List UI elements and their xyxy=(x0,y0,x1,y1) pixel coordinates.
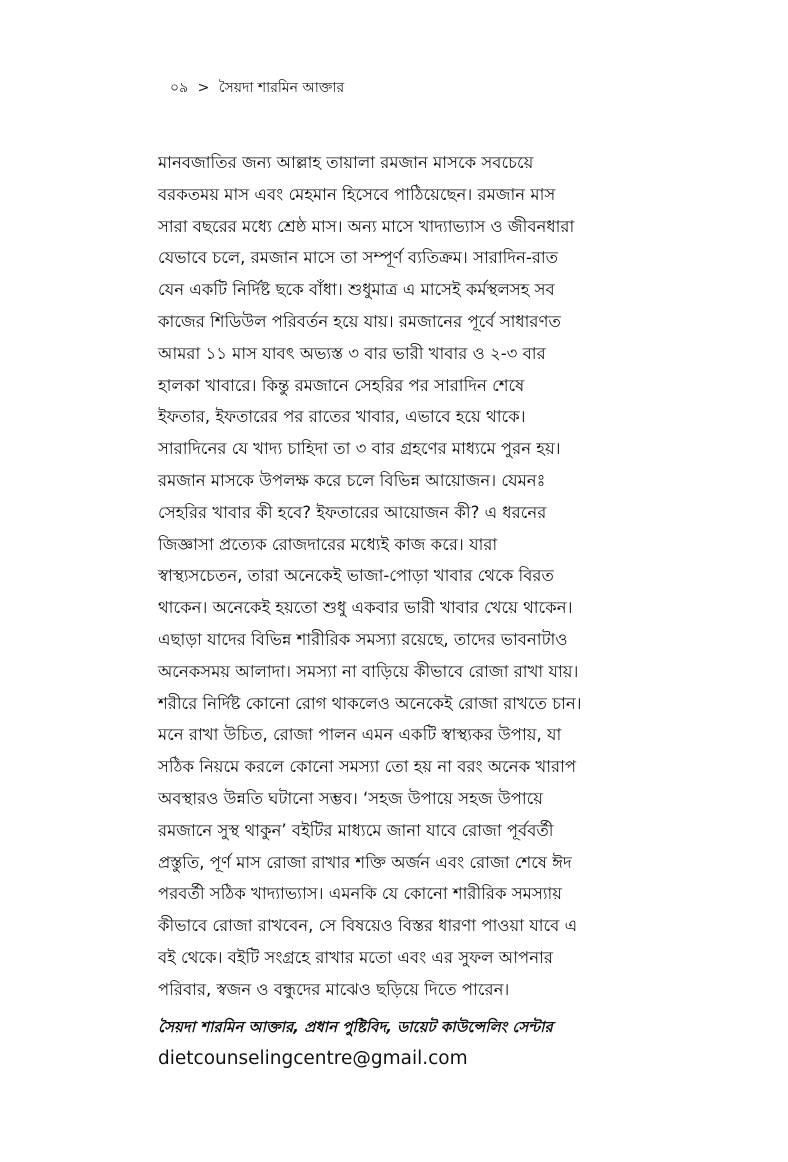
author-signature: সৈয়দা শারমিন আক্তার, প্রধান পুষ্টিবিদ, ডায়েট কাউন্সেলিং সেন্টার xyxy=(158,1018,553,1036)
text-line: এছাড়া যাদের বিভিন্ন শারীরিক সমস্যা রয়েছে, তাদের ভাবনাটাও xyxy=(158,629,568,649)
text-line: বই থেকে। বইটি সংগ্রহে রাখার মতো এবং এর সুফল আপনার xyxy=(158,947,553,967)
text-line: প্রস্তুতি, পূর্ণ মাস রোজা রাখার শক্তি অর্জন এবং রোজা শেষে ঈদ xyxy=(158,852,572,872)
text-line: অবস্থারও উন্নতি ঘটানো সম্ভব। ‘সহজ উপায়ে সহজ উপায়ে xyxy=(158,788,544,808)
text-line: কীভাবে রোজা রাখবেন, সে বিষয়েও বিস্তর ধারণা পাওয়া যাবে এ xyxy=(158,916,578,936)
text-line: পরবর্তী সঠিক খাদ্যাভ্যাস। এমনকি যে কোনো শারীরিক সমস্যায় xyxy=(158,884,563,904)
text-line: রমজানে সুস্থ থাকুন’ বইটির মাধ্যমে জানা যাবে রোজা পূর্ববর্তী xyxy=(158,820,554,840)
running-header xyxy=(170,78,349,98)
text-line: শরীরে নির্দিষ্ট কোনো রোগ থাকলেও অনেকেই রোজা রাখতে চান। xyxy=(158,693,582,713)
text-line: অনেকসময় আলাদা। সমস্যা না বাড়িয়ে কীভাবে রোজা রাখা যায়। xyxy=(158,661,579,681)
text-line: সঠিক নিয়মে করলে কোনো সমস্যা তো হয় না বরং অনেক খারাপ xyxy=(158,757,577,777)
text-line: মানবজাতির জন্য আল্লাহ তায়ালা রমজান মাসকে সবচেয়ে xyxy=(158,153,534,172)
text-line: সেহরির খাবার কী হবে? ইফতারের আয়োজন কী? এ ধরনের xyxy=(158,502,547,522)
text-line: জিজ্ঞাসা প্রত্যেক রোজদারের মধ্যেই কাজ করে। যারা xyxy=(158,534,498,554)
text-line: যেভাবে চলে, রমজান মাসে তা সম্পূর্ণ ব্যতিক্রম। সারাদিন-রাত xyxy=(158,248,559,268)
text-line: পরিবার, স্বজন ও বন্ধুদের মাঝেও ছড়িয়ে দিতে পারেন। xyxy=(158,979,510,999)
text-line: মনে রাখা উচিত, রোজা পালন এমন একটি স্বাস্থ্যকর উপায়, যা xyxy=(158,725,562,745)
text-line: হালকা খাবারে। কিন্তু রমজানে সেহরির পর সারাদিন শেষে xyxy=(158,375,525,395)
contact-email[interactable]: dietcounselingcentre@gmail.com xyxy=(158,1048,468,1069)
text-line: থাকেন। অনেকেই হয়তো শুধু একবার ভারী খাবার খেয়ে থাকেন। xyxy=(158,598,573,618)
text-line: বরকতময় মাস এবং মেহমান হিসেবে পাঠিয়েছেন। রমজান মাস xyxy=(158,184,556,204)
text-line: ইফতার, ইফতারের পর রাতের খাবার, এভাবে হয়ে থাকে। xyxy=(158,407,526,427)
text-line: স্বাস্থ্যসচেতন, তারা অনেকেই ভাজা-পোড়া খাবার থেকে বিরত xyxy=(158,566,554,586)
text-line: সারাদিনের যে খাদ্য চাহিদা তা ৩ বার গ্রহণের মাধ্যমে পুরন হয়। xyxy=(158,439,561,459)
body-paragraph xyxy=(158,147,658,1006)
page-number: ০৯ xyxy=(170,80,189,96)
text-line: সারা বছরের মধ্যে শ্রেষ্ঠ মাস। অন্য মাসে খাদ্যাভ্যাস ও জীবনধারা xyxy=(158,216,575,236)
text-line: আমরা ১১ মাস যাবৎ অভ্যস্ত ৩ বার ভারী খাবার ও ২-৩ বার xyxy=(158,343,546,363)
header-separator: > xyxy=(197,80,210,96)
text-line: রমজান মাসকে উপলক্ষ করে চলে বিভিন্ন আয়োজন। যেমনঃ xyxy=(158,470,546,490)
text-line: যেন একটি নির্দিষ্ট ছকে বাঁধা। শুধুমাত্র এ মাসেই কর্মস্থলসহ সব xyxy=(158,280,555,300)
text-line: কাজের শিডিউল পরিবর্তন হয়ে যায়। রমজানের পূর্বে সাধারণত xyxy=(158,311,561,331)
header-author: সৈয়দা শারমিন আক্তার xyxy=(218,80,345,96)
